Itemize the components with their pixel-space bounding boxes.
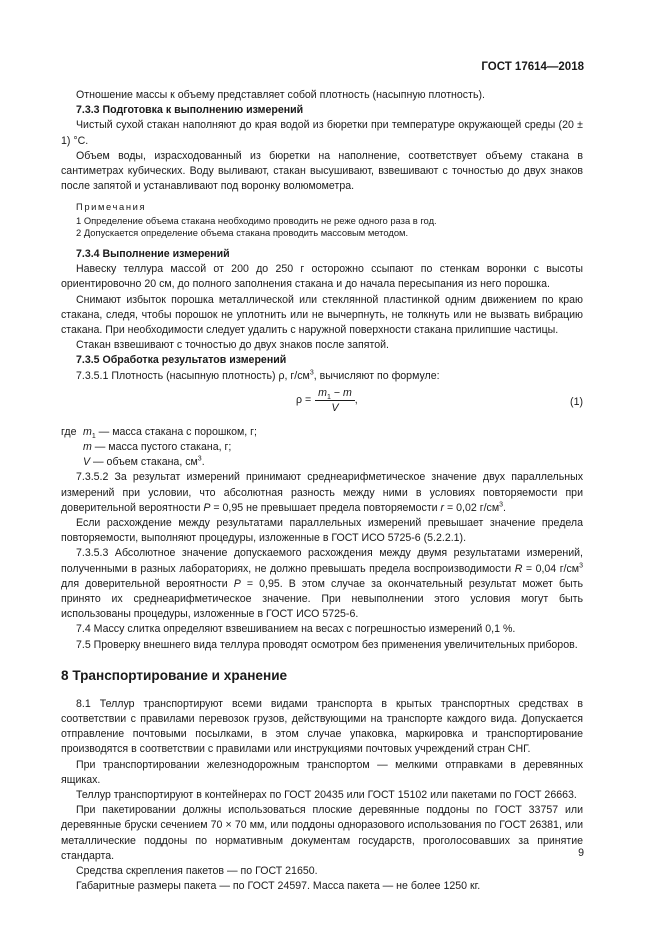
formula-denominator: V	[331, 401, 339, 414]
formula-numerator: $m_1 - m$	[315, 387, 355, 401]
paragraph: При пакетировании должны использоваться плоские деревянные поддоны по ГОСТ 33757 или деревянные бруски сечением 70 × 70 мм, или поддоны одноразового использования по ГОСТ 26381, или металлические поддоны по нормативным документам государств, проголосовавших за принятие стандарта.	[61, 804, 583, 862]
paragraph: Навеску теллура массой от 200 до 250 г осторожно ссыпают по стенкам воронки с высоты ориентировочно 20 см, до полного заполнения стакана и до начала пересыпания из него порошка.	[61, 263, 583, 291]
notes-block	[61, 201, 583, 240]
section-heading-7-3-5: 7.3.5 Обработка результатов измерений	[76, 354, 287, 367]
section-heading-7-3-3: 7.3.3 Подготовка к выполнению измерений	[76, 104, 304, 117]
paragraph: Чистый сухой стакан наполняют до края водой из бюретки при температуре окружающей среды (20 ± 1) °С.	[61, 119, 583, 147]
variable-definition: V — объем стакана, $см^3$.	[83, 455, 205, 469]
paragraph: 7.3.5.2 За результат измерений принимают среднеарифметическое значение двух параллельных измерений при условии, что абсолютная разность между ними в условиях повторяемости при доверительной вероятности P = 0,95 не превышает предела повторяемости r = 0,02 $г/см^3$.	[61, 471, 583, 514]
document-body	[61, 88, 583, 894]
formula-lhs: ρ =	[296, 394, 312, 407]
paragraph: Объем воды, израсходованный из бюретки на наполнение, соответствует объему стакана в сантиметрах кубических. Воду выливают, стакан высушивают, взвешивают с точностью до двух знаков после запятой и устанавливают под воронку волюмометра.	[61, 149, 583, 193]
formula-fraction	[315, 387, 355, 415]
paragraph: При транспортировании железнодорожным транспортом — мелкими отправками в деревянных ящиках.	[61, 758, 583, 786]
paragraph: 7.3.5.1 Плотность (насыпную плотность) ρ, $г/см^3$, вычисляют по формуле:	[76, 369, 440, 382]
paragraph: 7.4 Массу слитка определяют взвешиванием на весах с погрешностью измерений 0,1 %.	[76, 623, 516, 636]
paragraph: 8.1 Теллур транспортируют всеми видами транспорта в крытых транспортных средствах в соответствии с правилами перевозок грузов, действующими на транспорте каждого вида. Допускается отправление почтовыми посылками, в этом случае упаковка, маркировка и транспортирование производятся в соответствии с правилами или инструкциями почтовых учреждений стран СНГ.	[61, 697, 583, 756]
paragraph: Снимают избыток порошка металлической или стеклянной пластинкой одним движением по краю стакана, следя, чтобы порошок не уплотнить или не вычерпнуть, не толкнуть или не вызвать вибрацию стакана. При необходимости следует удалить с наружной поверхности стакана прилипшие частицы.	[61, 293, 583, 336]
variable-definition: m — масса пустого стакана, г;	[83, 440, 232, 453]
formula-1: ρ = $\frac{m_1 - m}{V}$ , (1)	[296, 386, 583, 414]
variable-definition: где $m_1$ — масса стакана с порошком, г;	[61, 425, 257, 440]
paragraph: 7.3.5.3 Абсолютное значение допускаемого расхождения между двумя результатами измерений, полученными в разных лабораториях, не должно превышать предела воспроизводимости R = 0,04 $г/см^3$ для доверительной вероятности P = 0,95. В этом случае за окончательный результат может быть принято их среднеарифметическое значение. При невыполнении этого условия могут быть использованы процедуры, изложенные в ГОСТ ИСО 5725-6.	[61, 547, 583, 621]
paragraph: Средства скрепления пакетов — по ГОСТ 21650.	[76, 865, 318, 878]
note-item: 2 Допускается определение объема стакана проводить массовым методом.	[76, 227, 409, 239]
note-item: 1 Определение объема стакана необходимо проводить не реже одного раза в год.	[76, 214, 437, 226]
document-code-header: ГОСТ 17614—2018	[481, 61, 584, 73]
paragraph: Габаритные размеры пакета — по ГОСТ 24597. Масса пакета — не более 1250 кг.	[76, 880, 481, 893]
section-heading-7-3-4: 7.3.4 Выполнение измерений	[76, 247, 230, 260]
formula-number: (1)	[570, 395, 583, 408]
paragraph: Стакан взвешивают с точностью до двух знаков после запятой.	[76, 339, 389, 352]
paragraph: Теллур транспортируют в контейнерах по ГОСТ 20435 или ГОСТ 15102 или пакетами по ГОСТ 26663.	[76, 789, 577, 802]
paragraph: Если расхождение между результатами параллельных измерений превышает значение предела повторяемости, выполняют процедуры, изложенные в ГОСТ ИСО 5725-6 (5.2.2.1).	[61, 516, 583, 545]
notes-heading: Примечания	[76, 201, 147, 213]
paragraph: 7.5 Проверку внешнего вида теллура проводят осмотром без применения увеличительных приборов.	[76, 638, 578, 651]
paragraph: Отношение массы к объему представляет собой плотность (насыпную плотность).	[76, 89, 485, 101]
page-number: 9	[578, 847, 584, 859]
section-heading-8: 8 Транспортирование и хранение	[61, 667, 288, 683]
